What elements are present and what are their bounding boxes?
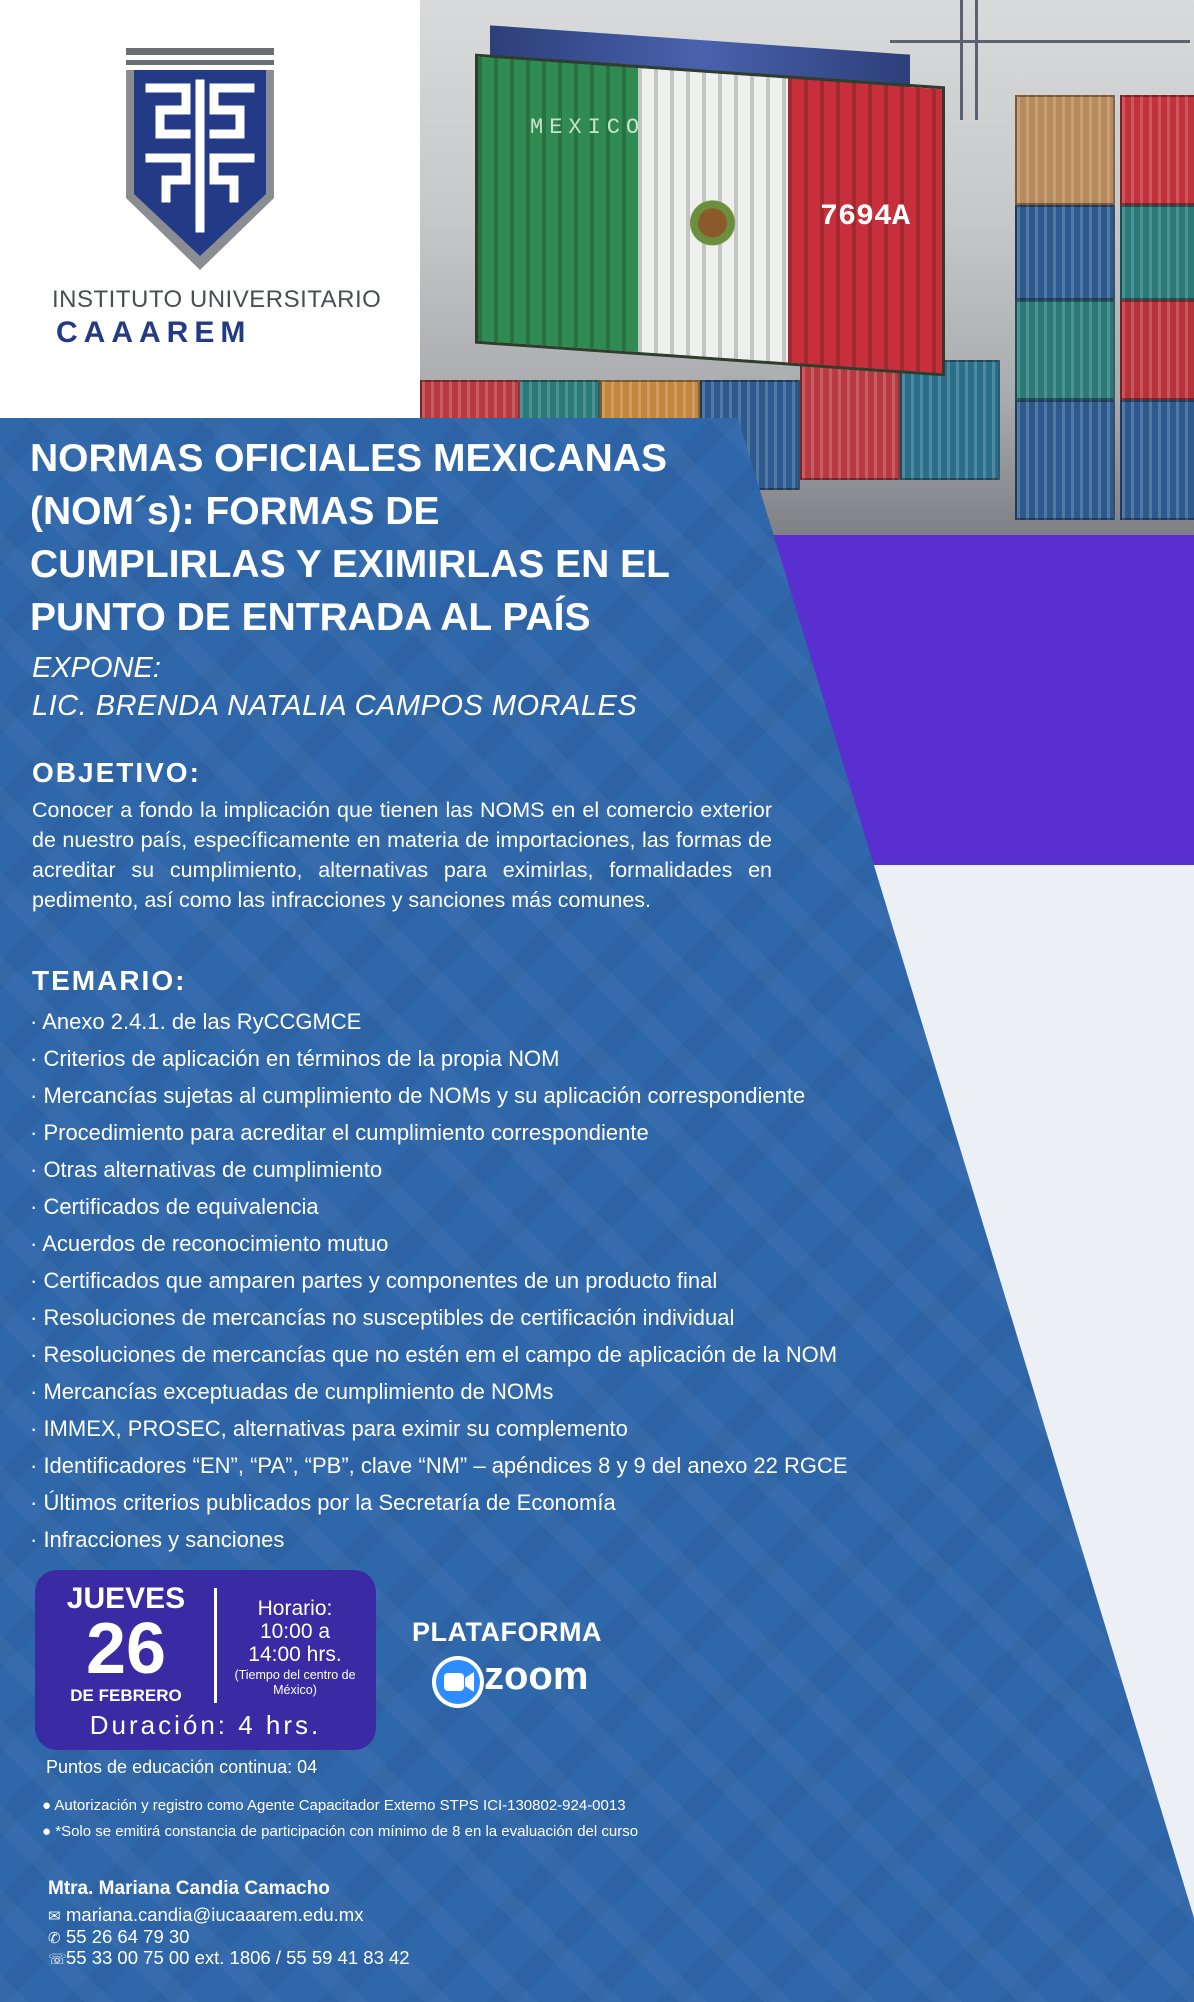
flag-green-band <box>478 57 638 352</box>
title-line: PUNTO DE ENTRADA AL PAÍS <box>30 596 591 639</box>
list-item: · Últimos criterios publicados por la Secretaría de Economía <box>30 1490 616 1515</box>
duration: Duración: 4 hrs. <box>89 1710 322 1740</box>
container-stack <box>1015 400 1115 520</box>
authorization-text: Autorización y registro como Agente Capacitador Externo STPS ICI-130802-924-0013 <box>54 1797 626 1814</box>
whatsapp-icon: ✆ <box>48 1930 61 1947</box>
contact-phone[interactable]: 55 33 00 75 00 ext. 1806 / 55 59 41 83 42 <box>66 1947 410 1968</box>
objective-text: Conocer a fondo la implicación que tienen las NOMS en el comercio exterior de nuestro país, específicamente en materia de importaciones, las formas de acreditar su cumplimiento, alternativas para eximirlas, formalidades en pedimento, así como las infracciones y sanciones más comunes. <box>32 798 772 912</box>
title-line: (NOM´s): FORMAS DE <box>30 490 440 533</box>
list-item: · Resoluciones de mercancías que no estén em el campo de aplicación de la NOM <box>30 1342 838 1367</box>
container-stack <box>1015 95 1115 205</box>
list-item: · Anexo 2.4.1. de las RyCCGMCE <box>30 1009 362 1034</box>
schedule-start: 10:00 a <box>259 1620 331 1643</box>
contact-email[interactable]: mariana.candia@iucaaarem.edu.mx <box>66 1904 364 1925</box>
container-stack <box>1015 205 1115 300</box>
list-item: · Identificadores “EN”, “PA”, “PB”, clave “NM” – apéndices 8 y 9 del anexo 22 RGCE <box>30 1453 848 1478</box>
timezone-note: (Tiempo del centro de México) <box>234 1668 356 1697</box>
education-points: Puntos de educación continua: 04 <box>46 1757 318 1777</box>
contact-email-row[interactable] <box>48 1904 363 1926</box>
list-item: · Resoluciones de mercancías no susceptibles de certificación individual <box>30 1305 735 1330</box>
certificate-note: ● *Solo se emitirá constancia de participación con mínimo de 8 en la evaluación del curso <box>42 1823 639 1840</box>
container-stack <box>1120 400 1194 520</box>
event-month: DE FEBRERO <box>70 1686 182 1705</box>
institution-name: INSTITUTO UNIVERSITARIO <box>52 286 382 313</box>
platform-name: zoom <box>484 1654 589 1698</box>
crane-arm <box>890 40 1190 43</box>
crane-icon <box>960 0 978 120</box>
event-day: JUEVES <box>66 1582 186 1615</box>
speaker-label: EXPONE: <box>32 652 161 684</box>
syllabus-list <box>30 1003 848 1558</box>
speaker-name: LIC. BRENDA NATALIA CAMPOS MORALES <box>32 690 638 722</box>
course-title <box>30 432 750 644</box>
list-item: · Otras alternativas de cumplimiento <box>30 1157 383 1182</box>
title-line: NORMAS OFICIALES MEXICANAS <box>30 437 668 480</box>
schedule-end: 14:00 hrs. <box>248 1643 342 1666</box>
list-item: · IMMEX, PROSEC, alternativas para eximir su complemento <box>30 1416 628 1441</box>
contact-phone-row[interactable] <box>48 1947 410 1969</box>
list-item: · Certificados que amparen partes y componentes de un producto final <box>30 1268 718 1293</box>
contact-whatsapp[interactable]: 55 26 64 79 30 <box>66 1926 190 1947</box>
list-item: · Certificados de equivalencia <box>30 1194 319 1219</box>
objective-heading: OBJETIVO: <box>32 757 201 788</box>
logo-emblem-icon <box>120 48 280 278</box>
phone-icon: ☏ <box>48 1951 67 1968</box>
date-divider <box>214 1588 217 1703</box>
authorization-note: ● Autorización y registro como Agente Capacitador Externo STPS ICI-130802-924-0013 <box>42 1797 626 1814</box>
container-stack <box>1120 300 1194 400</box>
list-item: · Acuerdos de reconocimiento mutuo <box>30 1231 389 1256</box>
schedule-label: Horario: <box>257 1597 333 1620</box>
mail-icon: ✉ <box>48 1908 61 1925</box>
container-stack <box>800 360 900 480</box>
list-item: · Procedimiento para acreditar el cumplimiento correspondiente <box>30 1120 649 1145</box>
container-stack <box>1120 95 1194 205</box>
event-date: 26 <box>85 1609 167 1689</box>
container-stack <box>1015 300 1115 400</box>
list-item: · Mercancías exceptuadas de cumplimiento de NOMs <box>30 1379 554 1404</box>
certificate-text: *Solo se emitirá constancia de participación con mínimo de 8 en la evaluación del curso <box>55 1823 639 1840</box>
eagle-emblem-icon <box>685 195 740 257</box>
title-line: CUMPLIRLAS Y EXIMIRLAS EN EL <box>30 543 670 586</box>
syllabus-heading: TEMARIO: <box>32 965 187 996</box>
platform-label: PLATAFORMA <box>412 1617 602 1647</box>
contact-name: Mtra. Mariana Candia Camacho <box>48 1878 330 1899</box>
contact-whatsapp-row[interactable] <box>48 1926 189 1948</box>
container-word: MEXICO <box>530 115 646 140</box>
list-item: · Criterios de aplicación en términos de la propia NOM <box>30 1046 560 1071</box>
list-item: · Mercancías sujetas al cumplimiento de NOMs y su aplicación correspondiente <box>30 1083 806 1108</box>
container-stack <box>1120 205 1194 300</box>
container-stack <box>900 360 1000 480</box>
container-code: 7694A <box>820 200 911 234</box>
list-item: · Infracciones y sanciones <box>30 1527 285 1552</box>
institution-brand: CAAAREM <box>56 316 252 349</box>
